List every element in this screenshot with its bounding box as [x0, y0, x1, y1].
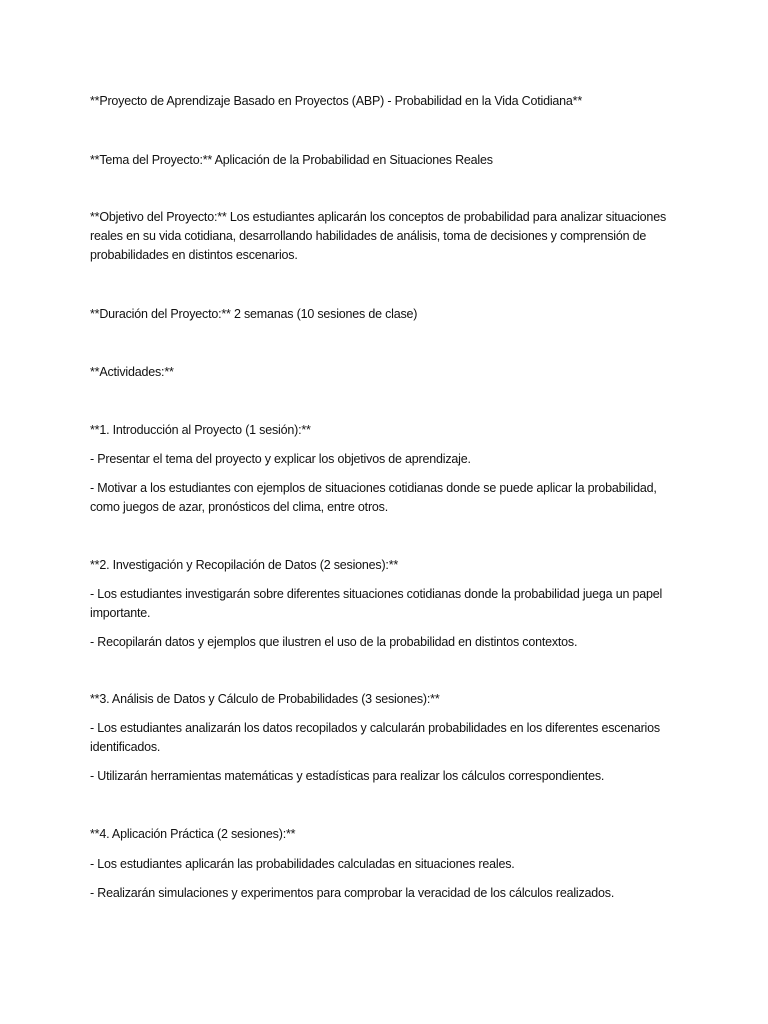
- section-3-bullet-2: - Utilizarán herramientas matemáticas y estadísticas para realizar los cálculos correspondientes.: [90, 769, 605, 783]
- project-objective: **Objetivo del Proyecto:** Los estudiantes aplicarán los conceptos de probabilidad para analizar situaciones reales en su vida cotidiana, desarrollando habilidades de análisis, toma de decisiones y comprensión de probabilidades en distintos escenarios.: [90, 210, 666, 262]
- section-3-heading: **3. Análisis de Datos y Cálculo de Probabilidades (3 sesiones):**: [90, 692, 440, 706]
- section-2-bullet-2: - Recopilarán datos y ejemplos que ilustren el uso de la probabilidad en distintos contextos.: [90, 635, 578, 649]
- section-1-bullet-2: - Motivar a los estudiantes con ejemplos de situaciones cotidianas donde se puede aplicar la probabilidad, como juegos de azar, pronósticos del clima, entre otros.: [90, 481, 657, 514]
- section-2-heading: **2. Investigación y Recopilación de Datos (2 sesiones):**: [90, 558, 399, 572]
- section-4-heading: **4. Aplicación Práctica (2 sesiones):**: [90, 827, 296, 841]
- section-1-bullet-1: - Presentar el tema del proyecto y explicar los objetivos de aprendizaje.: [90, 452, 471, 466]
- document-title: **Proyecto de Aprendizaje Basado en Proyectos (ABP) - Probabilidad en la Vida Cotidiana**: [90, 94, 583, 108]
- project-duration: **Duración del Proyecto:** 2 semanas (10 sesiones de clase): [90, 307, 418, 321]
- section-2-bullet-1: - Los estudiantes investigarán sobre diferentes situaciones cotidianas donde la probabilidad juega un papel importante.: [90, 587, 663, 620]
- section-3-bullet-1: - Los estudiantes analizarán los datos recopilados y calcularán probabilidades en los diferentes escenarios identificados.: [90, 721, 660, 754]
- section-4-bullet-2: - Realizarán simulaciones y experimentos para comprobar la veracidad de los cálculos realizados.: [90, 886, 615, 900]
- section-1-heading: **1. Introducción al Proyecto (1 sesión):**: [90, 423, 311, 437]
- project-topic: **Tema del Proyecto:** Aplicación de la Probabilidad en Situaciones Reales: [90, 153, 493, 167]
- activities-heading: **Actividades:**: [90, 365, 174, 379]
- section-4-bullet-1: - Los estudiantes aplicarán las probabilidades calculadas en situaciones reales.: [90, 857, 515, 871]
